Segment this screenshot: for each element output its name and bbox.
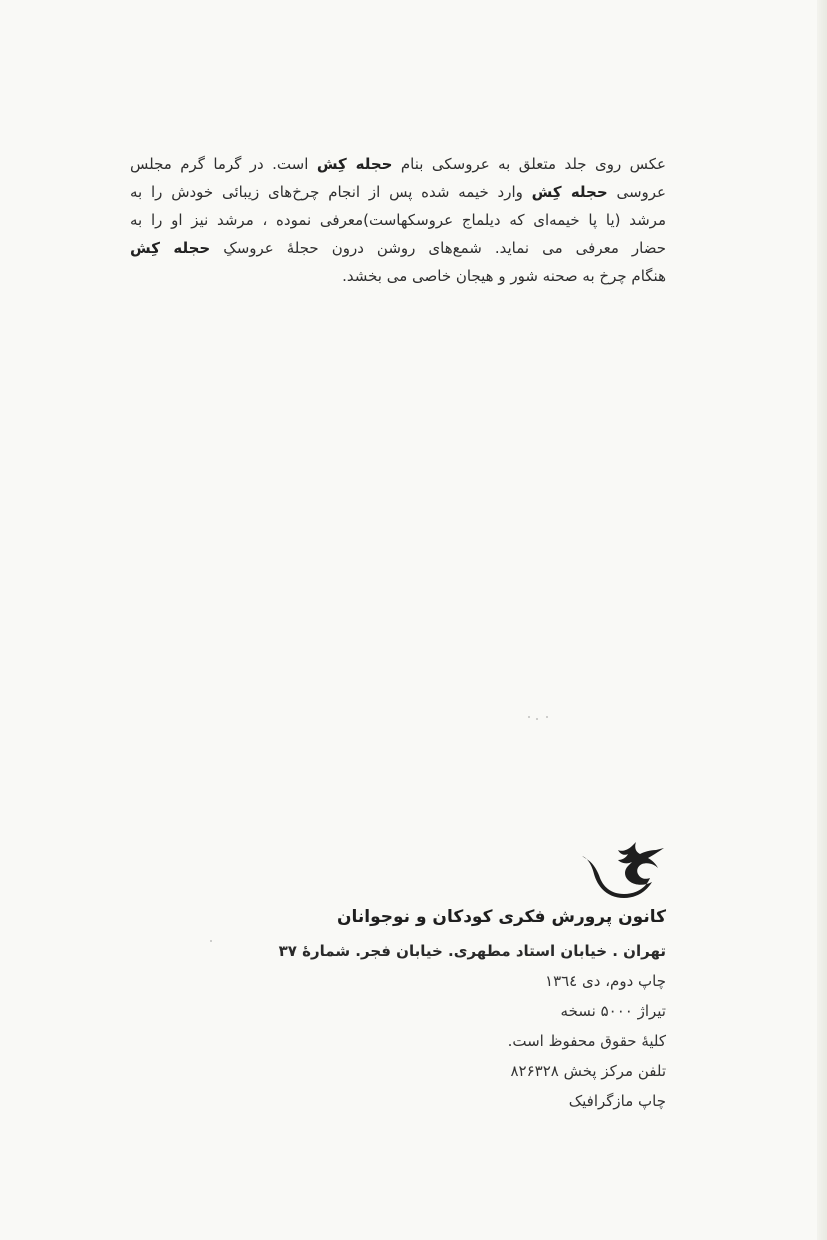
paper-speck	[546, 716, 548, 718]
puppet-name-highlight: حجله کِش	[316, 155, 393, 173]
print-run: تیراژ ۵٠٠٠ نسخه	[560, 1002, 666, 1020]
description-text: عروسی	[607, 183, 666, 201]
page-edge	[817, 0, 827, 1240]
distribution-phone: تلفن مرکز پخش ۸۲۶۳۲۸	[510, 1062, 666, 1080]
puppet-name-highlight: حجله کِش	[531, 183, 608, 201]
publisher-name: کانون پرورش فکری کودکان و نوجوانان	[336, 907, 666, 927]
description-text: وارد خیمه شده پس از انجام چرخ‌های زیبائی خودش را به	[130, 183, 532, 201]
description-text: مرشد (یا پا خیمه‌ای که دیلماج عروسکهاست)معرفی نموده ، مرشد نیز او را به	[130, 211, 666, 229]
rights-notice: کلیهٔ حقوق محفوظ است.	[507, 1032, 666, 1050]
description-text: حضار معرفی می نماید. شمع‌های روشن درون حجلهٔ عروسکِ	[210, 239, 666, 257]
paper-speck	[210, 940, 212, 942]
paper-speck	[536, 718, 538, 720]
publisher-block	[246, 902, 666, 1116]
edition-info: چاپ دوم، دی ١٣٦٤	[545, 972, 666, 990]
puppet-name-highlight: حجله کِش	[130, 239, 211, 257]
printer-name: چاپ مازگرافیک	[568, 1092, 666, 1110]
description-text: عکس روی جلد متعلق به عروسکی بنام	[392, 155, 667, 173]
description-text: هنگام چرخ به صحنه شور و هیجان خاصی می بخشد.	[342, 267, 666, 285]
bird-logo-icon	[578, 842, 666, 902]
description-line	[130, 150, 666, 178]
description-line	[130, 206, 666, 234]
cover-description	[130, 150, 666, 290]
description-line	[130, 262, 666, 290]
description-line	[130, 234, 666, 262]
paper-speck	[528, 716, 530, 718]
publisher-address: تهران . خیابان استاد مطهری. خیابان فجر. شمارهٔ ۳۷	[278, 942, 666, 960]
description-text: است. در گرما گرم مجلس	[130, 155, 317, 173]
description-line	[130, 178, 666, 206]
